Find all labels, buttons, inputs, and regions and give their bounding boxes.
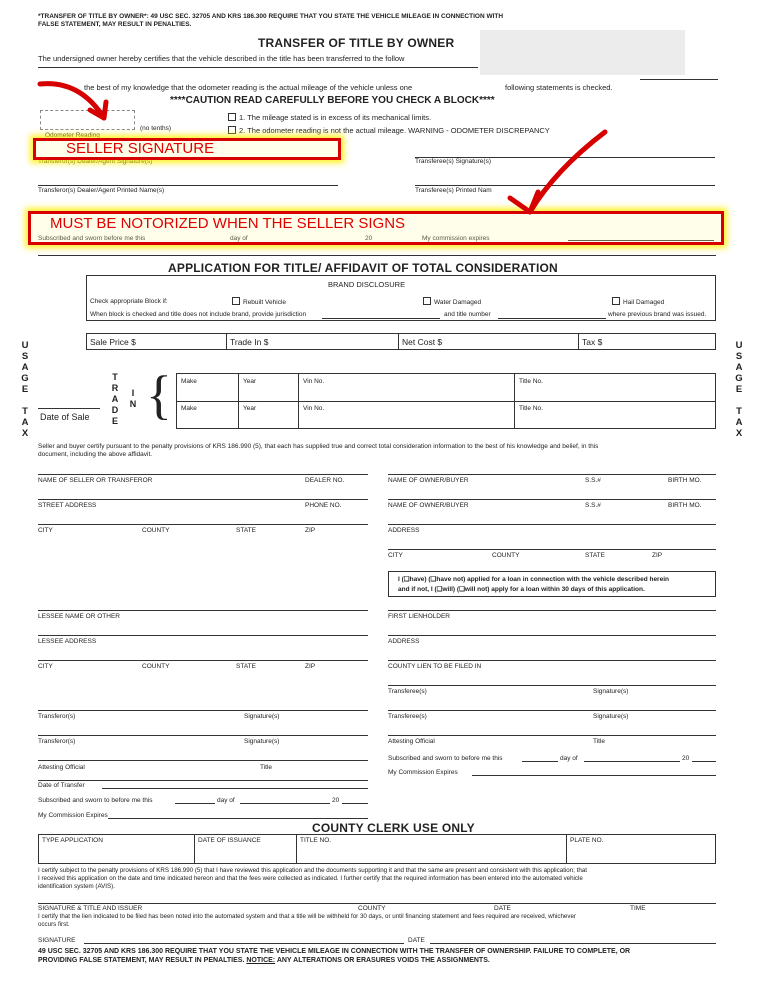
date-of-sale-label: Date of Sale: [40, 412, 90, 422]
odometer-reading-label: Odometer Reading: [45, 132, 100, 139]
usage-tax-right: U S A G E T A X: [735, 340, 743, 439]
state-2: STATE: [585, 552, 605, 559]
commission-label: My commission expires: [422, 235, 490, 242]
right-arrowhead-icon: [510, 192, 538, 212]
signature-t1: Signature(s): [593, 688, 629, 695]
clerk-county: COUNTY: [358, 905, 386, 912]
hail-checkbox[interactable]: [612, 297, 620, 305]
footer-penalties: PROVIDING FALSE STATEMENT, MAY RESULT IN PENALTIES.: [38, 957, 245, 964]
tax-label: Tax $: [582, 337, 603, 347]
plate-no: PLATE NO.: [570, 837, 604, 844]
year-20-label: 20: [365, 235, 373, 242]
clerk-title: COUNTY CLERK USE ONLY: [312, 821, 475, 835]
street-address: STREET ADDRESS: [38, 502, 97, 509]
rule: [322, 318, 440, 319]
transferee-1: Transferee(s): [388, 688, 427, 695]
water-option: [423, 297, 481, 306]
year-20-2: 20: [682, 755, 690, 762]
date-of-transfer: Date of Transfer: [38, 782, 85, 789]
name-of-owner-2: NAME OF OWNER/BUYER: [388, 502, 469, 509]
title-label-1: Title: [593, 738, 606, 745]
option-1-text: 1. The mileage stated is in excess of its mechanical limits.: [239, 113, 432, 122]
footer-alterations: ANY ALTERATIONS OR ERASURES VOIDS THE ASSIGNMENTS.: [276, 957, 490, 964]
year-20-3: 20: [332, 797, 340, 804]
city-3: CITY: [38, 663, 53, 670]
transferor-1: Transferor(s): [38, 713, 76, 720]
subscribed-short: Subscribed and sworn to before me this: [388, 755, 503, 762]
odometer-statement-end: following statements is checked.: [505, 83, 613, 92]
clerk-signature: SIGNATURE: [38, 937, 76, 944]
net-cost-label: Net Cost $: [402, 337, 443, 347]
trade-in-label: Trade In $: [230, 337, 269, 347]
application-title: APPLICATION FOR TITLE/ AFFIDAVIT OF TOTAL CONSIDERATION: [168, 261, 558, 275]
my-commission-2: My Commission Expires: [38, 812, 108, 819]
state-3: STATE: [236, 663, 256, 670]
day-of-3: day of: [217, 797, 235, 804]
transferor-signature-label: Transferor(s) Dealer/Agent Signature(s): [38, 158, 153, 165]
vin-1: Vin No.: [303, 378, 325, 385]
clerk-time: TIME: [630, 905, 646, 912]
make-2: Make: [181, 405, 197, 412]
seller-signature-annotation: SELLER SIGNATURE: [66, 140, 215, 157]
clerk-table: [38, 834, 716, 864]
check-block-label: Check appropriate Block if:: [90, 298, 168, 305]
transferor-2: Transferor(s): [38, 738, 76, 745]
right-arrow-icon: [530, 132, 605, 212]
curly-brace: {: [146, 365, 172, 425]
transferee-2: Transferee(s): [388, 713, 427, 720]
type-application: TYPE APPLICATION: [42, 837, 103, 844]
state-1: STATE: [236, 527, 256, 534]
top-notice-line2: FALSE STATEMENT, MAY RESULT IN PENALTIES.: [38, 21, 192, 28]
transferee-signature-label: Transferee(s) Signature(s): [415, 158, 491, 165]
zip-2: ZIP: [652, 552, 663, 559]
rule: [498, 318, 606, 319]
day-of-2: day of: [560, 755, 578, 762]
signature-t2: Signature(s): [593, 713, 629, 720]
county-lien: COUNTY LIEN TO BE FILED IN: [388, 663, 482, 670]
option-2-text: 2. The odometer reading is not the actual mileage. WARNING - ODOMETER DISCREPANCY: [239, 126, 550, 135]
hail-option: [612, 297, 664, 306]
year-2: Year: [243, 405, 257, 412]
sale-price-label: Sale Price $: [90, 337, 136, 347]
lien-certify-2: occurs first.: [38, 921, 70, 928]
signature-r1: Signature(s): [244, 713, 280, 720]
rebuilt-option: [232, 297, 286, 306]
clerk-certify-1: I certify subject to the penalty provisions of KRS 186.990 (5) that I have reviewed this application and the documents supporting it and that the same are present and consistent with this application; that: [38, 867, 587, 874]
footer-line-1: 49 USC SEC. 32705 AND KRS 186.300 REQUIRE THAT YOU STATE THE VEHICLE MILEAGE IN CONNECTION WITH THE TRANSFER OF OWNERSHIP. FAILURE TO COMPLETE, OR: [38, 948, 631, 955]
signature-title-issuer: SIGNATURE & TITLE AND ISSUER: [38, 905, 143, 912]
clerk-date-2: DATE: [408, 937, 425, 944]
certify-text: The undersigned owner hereby certifies that the vehicle described in the title has been transferred to the follow: [38, 54, 405, 63]
title-label-2: Title: [260, 764, 273, 771]
attesting-official-2: Attesting Official: [38, 764, 85, 771]
clerk-title-no: TITLE NO.: [300, 837, 332, 844]
signature-r2: Signature(s): [244, 738, 280, 745]
county-2: COUNTY: [492, 552, 520, 559]
city-2: CITY: [388, 552, 403, 559]
clerk-certify-2: I received this application on the date and time indicated hereon and that the fees were collected as indicated. I further certify that the required information has been entered into the automated vehicle: [38, 875, 583, 882]
odometer-statement: the best of my knowledge that the odometer reading is the actual mileage of the vehicle unless one: [84, 83, 413, 92]
first-lienholder: FIRST LIENHOLDER: [388, 613, 451, 620]
address-1: ADDRESS: [388, 527, 420, 534]
water-label: Water Damaged: [434, 299, 482, 306]
rebuilt-label: Rebuilt Vehicle: [243, 299, 286, 306]
birth-mo-1: BIRTH MO.: [668, 477, 702, 484]
lien-certify-1: I certify that the lien indicated to be filed has been noted into the automated system and that a title will be withheld for 30 days, or until financing statement and fees required are received, whichever: [38, 913, 576, 920]
attesting-official-1: Attesting Official: [388, 738, 435, 745]
dealer-no: DEALER NO.: [305, 477, 345, 484]
vin-2: Vin No.: [303, 405, 325, 412]
water-checkbox[interactable]: [423, 297, 431, 305]
zip-1: ZIP: [305, 527, 316, 534]
address-2: ADDRESS: [388, 638, 420, 645]
footer-line-2: [38, 957, 490, 964]
name-of-owner-1: NAME OF OWNER/BUYER: [388, 477, 469, 484]
my-commission-1: My Commission Expires: [388, 769, 458, 776]
phone-no: PHONE NO.: [305, 502, 342, 509]
and-title-number: and title number: [444, 311, 491, 318]
loan-line-1: I (❑have) (❑have not) applied for a loan in connection with the vehicle described herein: [398, 576, 669, 583]
title-no-1: Title No.: [519, 378, 543, 385]
birth-mo-2: BIRTH MO.: [668, 502, 702, 509]
subscribed-short-2: Subscribed and sworn to before me this: [38, 797, 153, 804]
rebuilt-checkbox[interactable]: [232, 297, 240, 305]
transfer-title: TRANSFER OF TITLE BY OWNER: [258, 36, 455, 50]
ssn-2: S.S.#: [585, 502, 601, 509]
subscribed-label: Subscribed and sworn before me this: [38, 235, 146, 242]
year-1: Year: [243, 378, 257, 385]
clerk-date: DATE: [494, 905, 511, 912]
top-notice-line1: *TRANSFER OF TITLE BY OWNER*: 49 USC SEC. 32705 AND KRS 186.300 REQUIRE THAT YOU STATE THE VEHICLE MILEAGE IN CONNECTION WITH: [38, 13, 504, 20]
price-row: [86, 333, 716, 350]
seller-buyer-certify-1: Seller and buyer certify pursuant to the penalty provisions of KRS 186.990 (5), that each has supplied true and correct total consideration information to the best of his knowledge and belief, in this: [38, 443, 599, 450]
city-1: CITY: [38, 527, 53, 534]
when-checked-label: When block is checked and title does not include brand, provide jurisdiction: [90, 311, 307, 318]
county-3: COUNTY: [142, 663, 170, 670]
lessee-name: LESSEE NAME OR OTHER: [38, 613, 120, 620]
make-1: Make: [181, 378, 197, 385]
footer-notice: NOTICE:: [246, 957, 276, 964]
no-tenths: (no tenths): [140, 125, 172, 132]
clerk-certify-3: identification system (AVIS).: [38, 883, 115, 890]
loan-line-2: and if not, I (❑will) (❑will not) apply for a loan within 30 days of this application.: [398, 586, 645, 593]
county-1: COUNTY: [142, 527, 170, 534]
name-of-seller: NAME OF SELLER OR TRANSFEROR: [38, 477, 153, 484]
hail-label: Hail Damaged: [623, 299, 665, 306]
usage-tax-left: U S A G E T A X: [21, 340, 29, 439]
in-vertical: I N: [129, 388, 137, 409]
brand-disclosure-heading: BRAND DISCLOSURE: [328, 280, 406, 289]
caution-heading: ****CAUTION READ CAREFULLY BEFORE YOU CHECK A BLOCK****: [170, 95, 495, 106]
lessee-address: LESSEE ADDRESS: [38, 638, 97, 645]
ssn-1: S.S.#: [585, 477, 601, 484]
transferee-printed-label: Transferee(s) Printed Nam: [415, 187, 492, 194]
seller-buyer-certify-2: document, including the above affidavit.: [38, 451, 153, 458]
day-of-label: day of: [230, 235, 248, 242]
date-of-issuance: DATE OF ISSUANCE: [198, 837, 261, 844]
where-brand: where previous brand was issued.: [608, 311, 707, 318]
notarized-annotation: MUST BE NOTORIZED WHEN THE SELLER SIGNS: [50, 215, 406, 232]
zip-3: ZIP: [305, 663, 316, 670]
rule: [38, 255, 716, 256]
transferor-printed-label: Transferor(s) Dealer/Agent Printed Name(s): [38, 187, 165, 194]
trade-vertical: T R A D E: [111, 372, 119, 426]
title-no-2: Title No.: [519, 405, 543, 412]
